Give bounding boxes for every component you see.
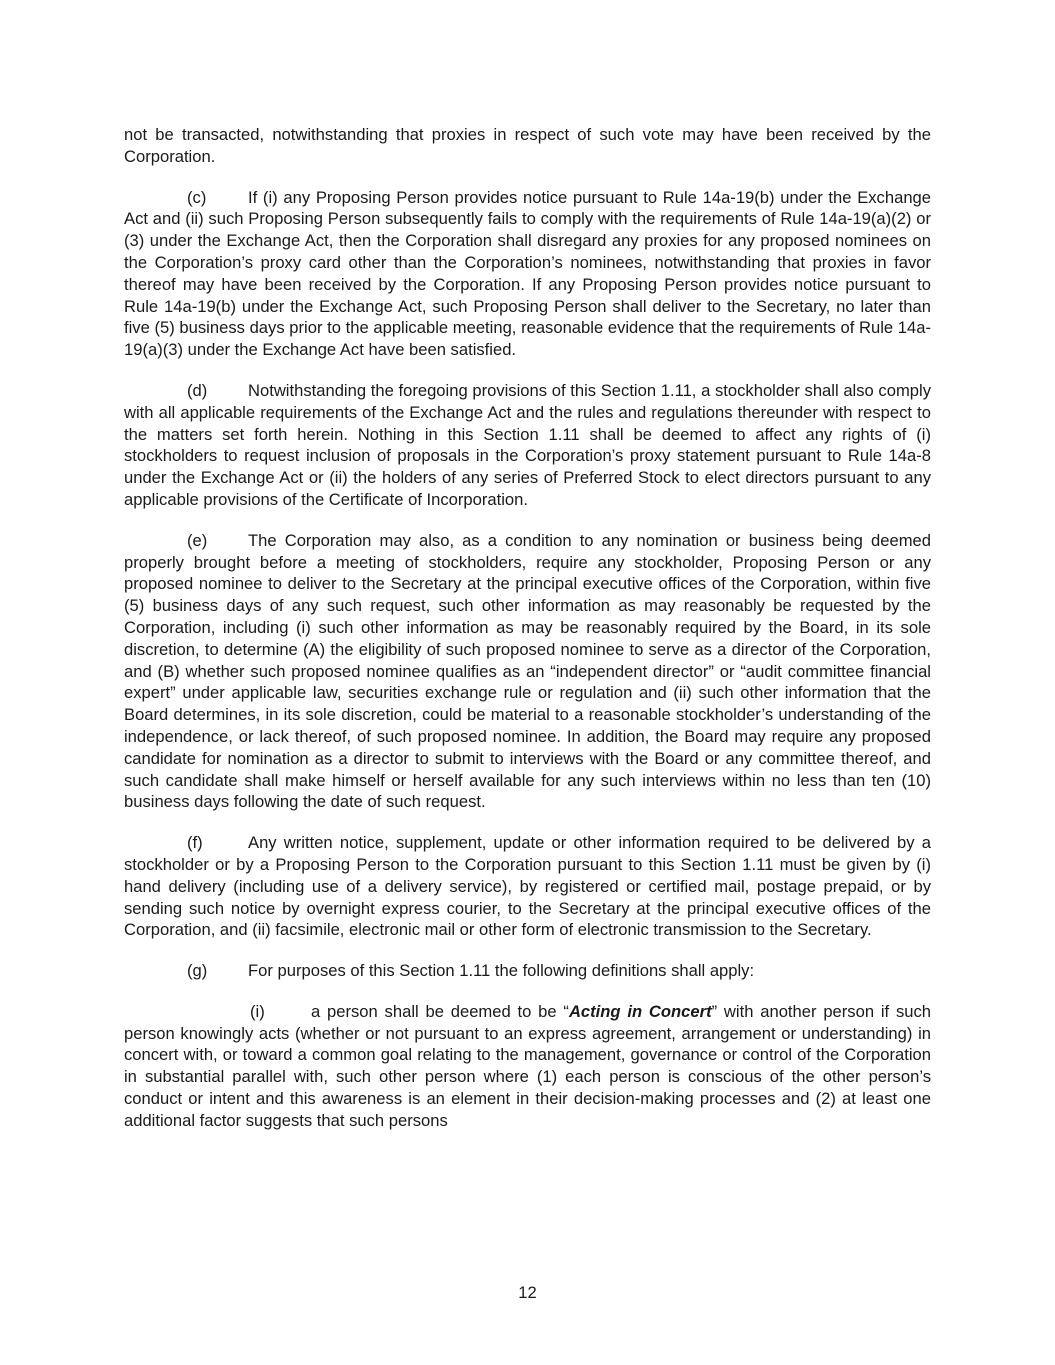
paragraph-f xyxy=(124,832,931,941)
paragraph-e-text: The Corporation may also, as a condition to any nomination or business being deemed properly brought before a meeting of stockholders, require any stockholder, Proposing Person or any proposed nominee to deliver to the Secretary at the principal executive offices of the Corporation, within five (5) business days of any such request, such other information as may reasonably be requested by the Corporation, including (i) such other information as may be reasonably required by the Board, in its sole discretion, to determine (A) the eligibility of such proposed nominee to serve as a director of the Corporation, and (B) whether such proposed nominee qualifies as an “independent director” or “audit committee financial expert” under applicable law, securities exchange rule or regulation and (ii) such other information that the Board determines, in its sole discretion, could be material to a reasonable stockholder’s understanding of the independence, or lack thereof, of such proposed nominee. In addition, the Board may require any proposed candidate for nomination as a director to submit to interviews with the Board or any committee thereof, and such candidate shall make himself or herself available for any such interviews within no less than ten (10) business days following the date of such request. xyxy=(124,530,931,812)
paragraph-f-label: (f) xyxy=(187,833,203,853)
paragraph-g-text: For purposes of this Section 1.11 the following definitions shall apply: xyxy=(248,961,755,981)
paragraph-c xyxy=(124,187,931,361)
document-page xyxy=(124,124,931,1151)
paragraph-c-text: If (i) any Proposing Person provides notice pursuant to Rule 14a-19(b) under the Exchange Act and (ii) such Proposing Person subsequently fails to comply with the requirements of Rule 14a-19(a)(2) or (3) under the Exchange Act, then the Corporation shall disregard any proxies for any proposed nominees on the Corporation’s proxy card other than the Corporation’s nominees, notwithstanding that proxies in favor thereof may have been received by the Corporation. If any Proposing Person provides notice pursuant to Rule 14a-19(b) under the Exchange Act, such Proposing Person shall deliver to the Secretary, no later than five (5) business days prior to the applicable meeting, reasonable evidence that the requirements of Rule 14a-19(a)(3) under the Exchange Act have been satisfied. xyxy=(124,187,931,360)
paragraph-d-label: (d) xyxy=(187,380,208,400)
subparagraph-i-label: (i) xyxy=(250,1001,265,1021)
paragraph-d xyxy=(124,380,931,511)
paragraph-d-text: Notwithstanding the foregoing provisions of this Section 1.11, a stockholder shall also comply with all applicable requirements of the Exchange Act and the rules and regulations thereunder with respect to the matters set forth herein. Nothing in this Section 1.11 shall be deemed to affect any rights of (i) stockholders to request inclusion of proposals in the Corporation’s proxy statement pursuant to Rule 14a-8 under the Exchange Act or (ii) the holders of any series of Preferred Stock to elect directors pursuant to any applicable provisions of the Certificate of Incorporation. xyxy=(124,380,931,509)
subparagraph-i xyxy=(124,1001,931,1132)
defined-term: Acting in Concert xyxy=(568,1001,712,1021)
paragraph-e-label: (e) xyxy=(187,530,208,550)
continuation-text: not be transacted, notwithstanding that proxies in respect of such vote may have been received by the Corporation. xyxy=(124,125,931,166)
paragraph-g xyxy=(124,960,931,982)
subparagraph-i-text-before: a person shall be deemed to be “ xyxy=(311,1001,569,1021)
page-number: 12 xyxy=(518,1283,537,1302)
paragraph-g-label: (g) xyxy=(187,961,208,981)
paragraph-f-text: Any written notice, supplement, update or other information required to be delivered by a stockholder or by a Proposing Person to the Corporation pursuant to this Section 1.11 must be given by (i) hand delivery (including use of a delivery service), by registered or certified mail, postage prepaid, or by sending such notice by overnight express courier, to the Secretary at the principal executive offices of the Corporation, and (ii) facsimile, electronic mail or other form of electronic transmission to the Secretary. xyxy=(124,833,931,940)
subparagraph-i-text-after: ” with another person if such person knowingly acts (whether or not pursuant to an express agreement, arrangement or understanding) in concert with, or toward a common goal relating to the management, governance or control of the Corporation in substantial parallel with, such other person where (1) each person is conscious of the other person’s conduct or intent and this awareness is an element in their decision-making processes and (2) at least one additional factor suggests that such persons xyxy=(124,1001,931,1130)
continuation-paragraph xyxy=(124,124,931,168)
paragraph-c-label: (c) xyxy=(187,187,207,207)
paragraph-e xyxy=(124,530,931,813)
